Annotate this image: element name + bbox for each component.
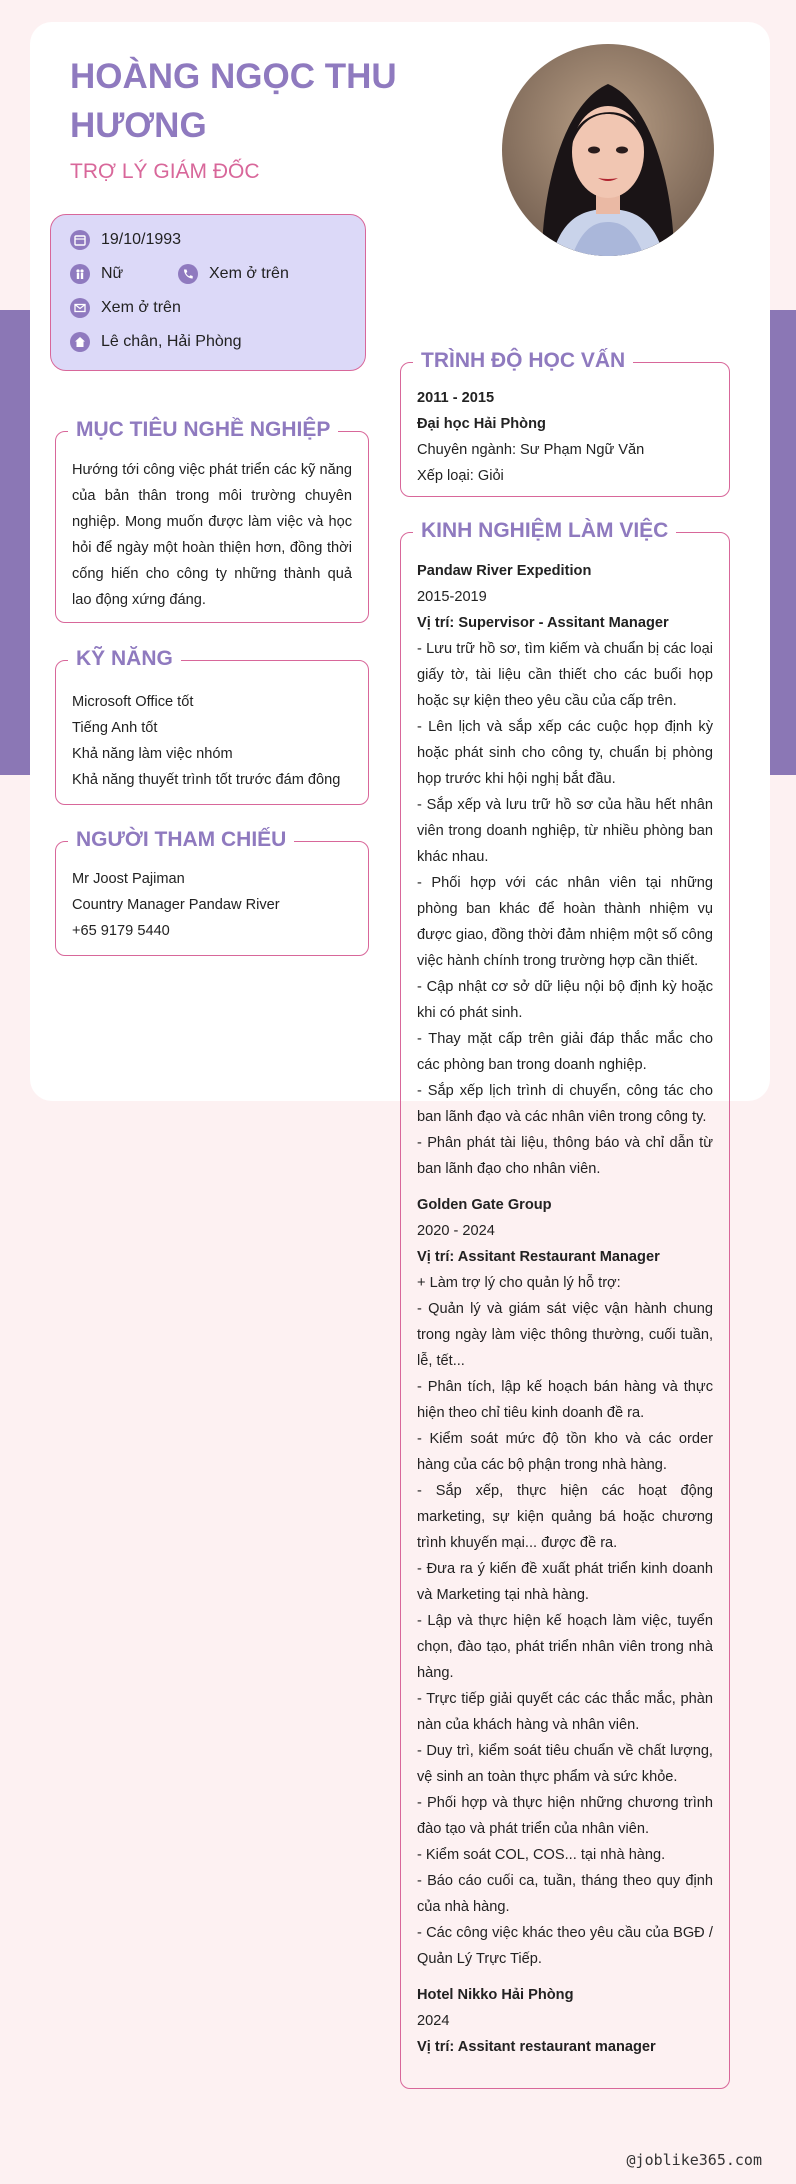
job-duty: - Thay mặt cấp trên giải đáp thắc mắc cho các phòng ban trong doanh nghiệp. — [417, 1031, 713, 1073]
gender-value: Nữ — [101, 265, 124, 282]
education-major: Chuyên ngành: Sư Phạm Ngữ Văn — [417, 442, 645, 458]
calendar-icon — [70, 230, 90, 250]
job-role: Vị trí: Assitant Restaurant Manager — [417, 1249, 660, 1265]
portrait-photo-icon — [502, 44, 714, 256]
email-value[interactable]: Xem ở trên — [101, 299, 181, 316]
home-icon — [70, 332, 90, 352]
address-value: Lê chân, Hải Phòng — [101, 333, 242, 350]
job-duty: - Đưa ra ý kiến đề xuất phát triển kinh doanh và Marketing tại nhà hàng. — [417, 1561, 713, 1603]
reference-name: Mr Joost Pajiman — [72, 871, 185, 887]
decor-stripe-left — [0, 310, 30, 775]
job-company: Hotel Nikko Hải Phòng — [417, 1987, 574, 2003]
job-duty: - Báo cáo cuối ca, tuần, tháng theo quy định của nhà hàng. — [417, 1873, 713, 1915]
job-period: 2024 — [417, 2013, 450, 2029]
job-duty: - Lưu trữ hồ sơ, tìm kiếm và chuẩn bị các loại giấy tờ, tài liệu cần thiết cho các buổi họp hoặc sự kiện theo yêu cầu của cấp trên. — [417, 641, 713, 709]
objective-text: Hướng tới công việc phát triển các kỹ năng của bản thân trong môi trường chuyên nghiệp. Mong muốn được làm việc và học hỏi để ngày một hoàn thiện hơn, đồng thời cống hiến cho công ty những thành quả lao động xứng đáng. — [72, 462, 352, 608]
skills-list — [72, 689, 352, 793]
job-duty: - Cập nhật cơ sở dữ liệu nội bộ định kỳ hoặc khi có phát sinh. — [417, 979, 713, 1021]
job-duty: - Phối hợp và thực hiện những chương trình đào tạo và phát triển của nhân viên. — [417, 1795, 713, 1837]
education-title: TRÌNH ĐỘ HỌC VẤN — [413, 347, 633, 375]
references-title: NGƯỜI THAM CHIẾU — [68, 826, 294, 854]
mail-icon — [70, 298, 90, 318]
watermark: @joblike365.com — [626, 2151, 762, 2169]
job-duty: - Quản lý và giám sát việc vận hành chung trong ngày làm việc thông thường, cuối tuần, lễ, tết... — [417, 1301, 713, 1369]
job-duty: - Kiểm soát COL, COS... tại nhà hàng. — [417, 1847, 666, 1863]
job-duty: - Sắp xếp và lưu trữ hồ sơ của hầu hết nhân viên trong doanh nghiệp, từ nhiều phòng ban khác nhau. — [417, 797, 713, 865]
decor-stripe-right — [766, 310, 796, 775]
references-body — [72, 866, 352, 944]
phone-icon — [178, 264, 198, 284]
birthday-value: 19/10/1993 — [101, 231, 182, 248]
objective-section — [55, 418, 369, 623]
skills-section — [55, 647, 369, 805]
job-role: Vị trí: Assitant restaurant manager — [417, 2039, 656, 2055]
skill-item: Khả năng làm việc nhóm — [72, 746, 233, 762]
reference-position: Country Manager Pandaw River — [72, 897, 280, 913]
references-section — [55, 828, 369, 956]
phone-value[interactable]: Xem ở trên — [209, 265, 289, 282]
gender-icon — [70, 264, 90, 284]
job-duty: - Sắp xếp lịch trình di chuyển, công tác cho ban lãnh đạo và các nhân viên trong công ty. — [417, 1083, 713, 1125]
job-duty: - Sắp xếp, thực hiện các hoạt động marketing, sự kiện quảng bá hoặc chương trình khuyến mại... được đề ra. — [417, 1483, 713, 1551]
job-duty: + Làm trợ lý cho quản lý hỗ trợ: — [417, 1275, 621, 1291]
contact-gender — [70, 264, 123, 284]
contact-address — [70, 332, 242, 352]
contact-email — [70, 298, 181, 318]
job-duty: - Phân tích, lập kế hoạch bán hàng và thực hiện theo chỉ tiêu kinh doanh đề ra. — [417, 1379, 713, 1421]
education-period: 2011 - 2015 — [417, 390, 495, 406]
skill-item: Khả năng thuyết trình tốt trước đám đông — [72, 772, 341, 788]
job-role: Vị trí: Supervisor - Assitant Manager — [417, 615, 669, 631]
experience-section — [400, 519, 730, 2089]
job-title: TRỢ LÝ GIÁM ĐỐC — [70, 160, 260, 183]
avatar — [502, 44, 714, 256]
job-duty: - Lập và thực hiện kế hoạch làm việc, tuyển chọn, đào tạo, phát triển nhân viên trong nhà hàng. — [417, 1613, 713, 1681]
job-duty: - Phối hợp với các nhân viên tại những phòng ban khác để hoàn thành nhiệm vụ được giao, đồng thời đảm nhiệm một số công việc hành chính trong trường hợp cần thiết. — [417, 875, 713, 969]
job-duty: - Phân phát tài liệu, thông báo và chỉ dẫn từ ban lãnh đạo cho nhân viên. — [417, 1135, 713, 1177]
skill-item: Microsoft Office tốt — [72, 694, 194, 710]
experience-body — [417, 558, 713, 2060]
job-company: Pandaw River Expedition — [417, 563, 592, 579]
contact-phone — [178, 264, 289, 284]
job-duty: - Các công việc khác theo yêu cầu của BGĐ / Quản Lý Trực Tiếp. — [417, 1925, 713, 1967]
job-period: 2020 - 2024 — [417, 1223, 495, 1239]
job-duty: - Kiểm soát mức độ tồn kho và các order hàng của các bộ phận trong nhà hàng. — [417, 1431, 713, 1473]
job-duty: - Lên lịch và sắp xếp các cuộc họp định kỳ hoặc phát sinh cho công ty, chuẩn bị phòng họp trước khi hội nghị bắt đầu. — [417, 719, 713, 787]
candidate-name: HOÀNG NGỌC THU HƯƠNG — [70, 57, 397, 145]
experience-title: KINH NGHIỆM LÀM VIỆC — [413, 517, 676, 545]
job-duty: - Trực tiếp giải quyết các các thắc mắc, phàn nàn của khách hàng và nhân viên. — [417, 1691, 713, 1733]
education-grade: Xếp loại: Giỏi — [417, 468, 504, 484]
skills-title: KỸ NĂNG — [68, 645, 181, 673]
contact-info-box — [50, 214, 366, 371]
objective-title: MỤC TIÊU NGHỀ NGHIỆP — [68, 416, 338, 444]
reference-phone: +65 9179 5440 — [72, 923, 170, 939]
education-body — [417, 385, 713, 489]
job-company: Golden Gate Group — [417, 1197, 552, 1213]
education-school: Đại học Hải Phòng — [417, 416, 546, 432]
education-section — [400, 349, 730, 497]
skill-item: Tiếng Anh tốt — [72, 720, 158, 736]
job-period: 2015-2019 — [417, 589, 487, 605]
job-duty: - Duy trì, kiểm soát tiêu chuẩn về chất lượng, vệ sinh an toàn thực phẩm và sức khỏe. — [417, 1743, 713, 1785]
contact-birthday — [70, 230, 181, 250]
